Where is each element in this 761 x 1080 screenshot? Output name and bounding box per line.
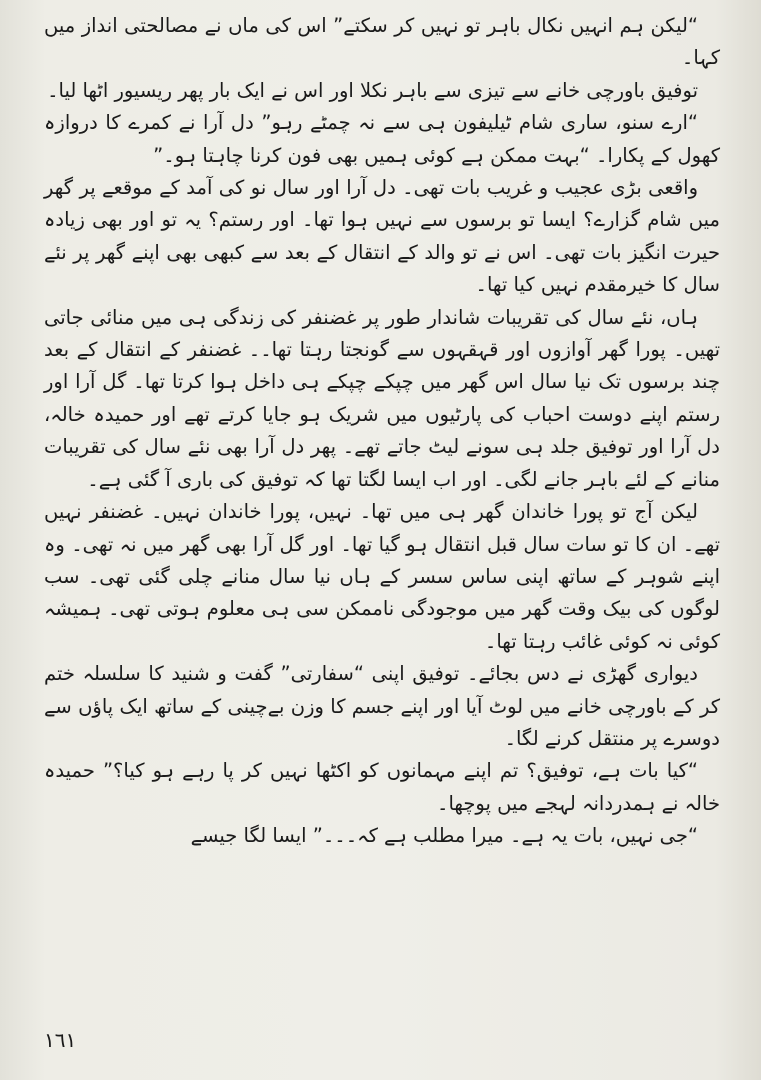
page-body-text <box>44 10 720 853</box>
paragraph-6: لیکن آج تو پورا خاندان گھر ہی میں تھا۔ نہیں، پورا خاندان نہیں۔ غضنفر نہیں تھے۔ ان کا تو سات سال قبل انتقال ہو گیا تھا۔ اور گل آرا بھی گھر میں نہ تھی۔ وہ اپنے شوہر کے ساتھ اپنی ساس سسر کے ہاں نیا سال منانے چلی گئی تھی۔ سب لوگوں کی بیک وقت گھر میں موجودگی ناممکن سی ہی معلوم ہوتی تھی۔ ہمیشہ کوئی نہ کوئی غائب رہتا تھا۔ <box>44 500 720 653</box>
paragraph-2: توفیق باورچی خانے سے تیزی سے باہر نکلا اور اس نے ایک بار پھر ریسیور اٹھا لیا۔ <box>47 78 698 102</box>
paragraph-5: ہاں، نئے سال کی تقریبات شاندار طور پر غضنفر کی زندگی ہی میں منائی جاتی تھیں۔ پورا گھر آوازوں اور قہقہوں سے گونجتا رہتا تھا۔۔ غضنفر کے انتقال کے بعد چند برسوں تک نیا سال اس گھر میں چپکے چپکے ہی داخل ہوا کرتا تھا۔ گل آرا اور رستم اپنے دوست احباب کی پارٹیوں میں شریک ہو جایا کرتے تھے اور حمیدہ خالہ، دل آرا اور توفیق جلد ہی سونے لیٹ جاتے تھے۔ پھر دل آرا بھی نئے سال کی تقریبات منانے کے لئے باہر جانے لگی۔ اور اب ایسا لگتا تھا کہ توفیق کی باری آ گئی ہے۔ <box>44 305 720 491</box>
paragraph-3: “ارے سنو، ساری شام ٹیلیفون ہی سے نہ چمٹے رہو” دل آرا نے کمرے کا دروازہ کھول کے پکارا۔ “بہت ممکن ہے کوئی ہمیں بھی فون کرنا چاہتا ہو۔” <box>44 111 720 167</box>
paragraph-8: “کیا بات ہے، توفیق؟ تم اپنے مہمانوں کو اکٹھا نہیں کر پا رہے ہو کیا؟” حمیدہ خالہ نے ہمدردانہ لہجے میں پوچھا۔ <box>44 759 720 815</box>
paragraph-4: واقعی بڑی عجیب و غریب بات تھی۔ دل آرا اور سال نو کی آمد کے موقعے پر گھر میں شام گزارے؟ ایسا تو برسوں سے نہیں ہوا تھا۔ اور رستم؟ یہ تو اور بھی زیادہ حیرت انگیز بات تھی۔ اس نے تو والد کے انتقال کے بعد سے کبھی بھی اپنے گھر پر نئے سال کا خیرمقدم نہیں کیا تھا۔ <box>44 176 720 297</box>
paragraph-7: دیواری گھڑی نے دس بجائے۔ توفیق اپنی “سفارتی” گفت و شنید کا سلسلہ ختم کر کے باورچی خانے میں لوٹ آیا اور اپنے جسم کا وزن بےچینی کے ساتھ ایک پاؤں سے دوسرے پر منتقل کرنے لگا۔ <box>44 662 720 750</box>
paragraph-9: “جی نہیں، بات یہ ہے۔ میرا مطلب ہے کہ۔۔۔” ایسا لگا جیسے <box>190 824 698 848</box>
paragraph-1: “لیکن ہم انہیں نکال باہر تو نہیں کر سکتے” اس کی ماں نے مصالحتی انداز میں کہا۔ <box>44 14 720 70</box>
page-number: ١٦١ <box>44 1028 77 1052</box>
